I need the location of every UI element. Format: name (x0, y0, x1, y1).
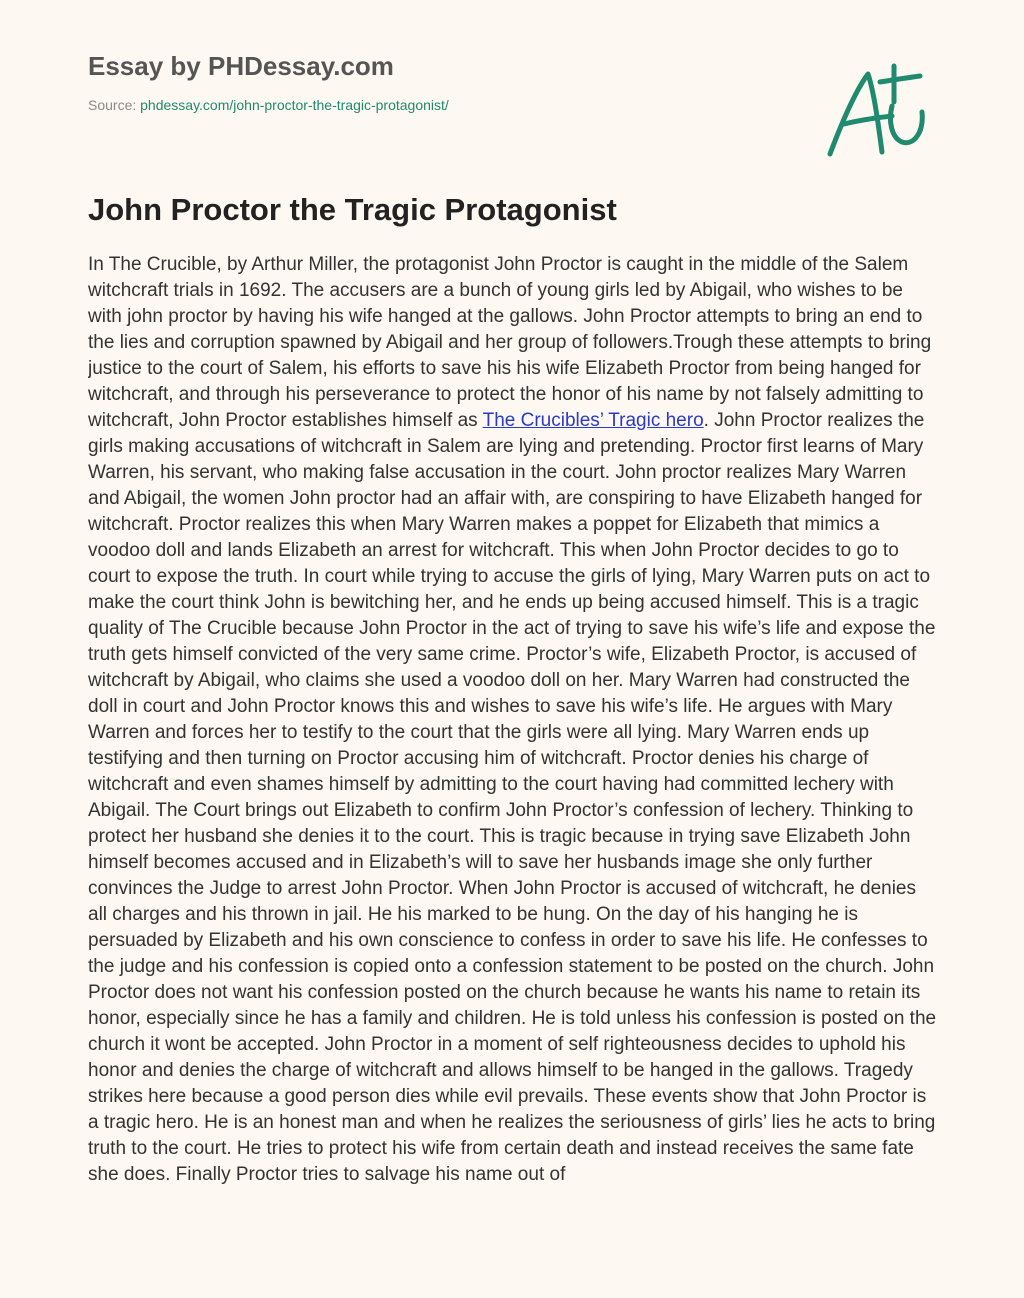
source-line (88, 96, 788, 114)
tragic-hero-link[interactable]: The Crucibles’ Tragic hero (482, 410, 704, 431)
site-header (88, 50, 788, 114)
a-plus-logo-icon (822, 62, 932, 162)
essay-text-part-1: In The Crucible, by Arthur Miller, the protagonist John Proctor is caught in the middle of the Salem witchcraft trials in 1692. The accusers are a bunch of young girls led by Abigail, who wishes to be with john proctor by having his wife hanged at the gallows. John Proctor attempts to bring an end to the lies and corruption spawned by Abigail and her group of followers.Trough these attempts to bring justice to the court of Salem, his efforts to save his his wife Elizabeth Proctor from being hanged for witchcraft, and through his perseverance to protect the honor of his name by not falsely admitting to witchcraft, John Proctor establishes himself as (88, 254, 932, 431)
site-name: Essay by PHDessay.com (88, 51, 394, 81)
source-label: Source: (88, 97, 137, 113)
essay-body (88, 252, 940, 1252)
essay-title: John Proctor the Tragic Protagonist (88, 192, 617, 227)
essay-text-part-2: . John Proctor realizes the girls making accusations of witchcraft in Salem are lying and pretending. Proctor first learns of Mary Warren, his servant, who making false accusation in the court. John proctor realizes Mary Warren and Abigail, the women John proctor had an affair with, are conspiring to have Elizabeth hanged for witchcraft. Proctor realizes this when Mary Warren makes a poppet for Elizabeth that mimics a voodoo doll and lands Elizabeth an arrest for witchcraft. This when John Proctor decides to go to court to expose the truth. In court while trying to accuse the girls of lying, Mary Warren puts on act to make the court think John is bewitching her, and he ends up being accused himself. This is a tragic quality of The Crucible because John Proctor in the act of trying to save his wife’s life and expose the truth gets himself convicted of the very same crime. Proctor’s wife, Elizabeth Proctor, is accused of witchcraft by Abigail, who claims she used a voodoo doll on her. Mary Warren had constructed the doll in court and John Proctor knows this and wishes to save his wife’s life. He argues with Mary Warren and forces her to testify to the court that the girls were all lying. Mary Warren ends up testifying and then turning on Proctor accusing him of witchcraft. Proctor denies his charge of witchcraft and even shames himself by admitting to the court having had committed lechery with Abigail. The Court brings out Elizabeth to confirm John Proctor’s confession of lechery. Thinking to protect her husband she denies it to the court. This is tragic because in trying save Elizabeth John himself becomes accused and in Elizabeth’s will to save her husbands image she only further convinces the Judge to arrest John Proctor. When John Proctor is accused of witchcraft, he denies all charges and his thrown in jail. He his marked to be hung. On the day of his hanging he is persuaded by Elizabeth and his own conscience to confess in order to save his life. He confesses to the judge and his confession is copied onto a confession statement to be posted on the church. John Proctor does not want his confession posted on the church because he wants his name to retain its honor, especially since he has a family and children. He is told unless his confession is posted on the church it wont be accepted. John Proctor in a moment of self righteousness decides to uphold his honor and denies the charge of witchcraft and allows himself to be hanged in the gallows. Tragedy strikes here because a good person dies while evil prevails. These events show that John Proctor is a tragic hero. He is an honest man and when he realizes the seriousness of girls’ lies he acts to bring truth to the court. He tries to protect his wife from certain death and instead receives the same fate she does. Finally Proctor tries to salvage his name out of (88, 410, 937, 1185)
source-link[interactable]: phdessay.com/john-proctor-the-tragic-protagonist/ (140, 97, 449, 113)
